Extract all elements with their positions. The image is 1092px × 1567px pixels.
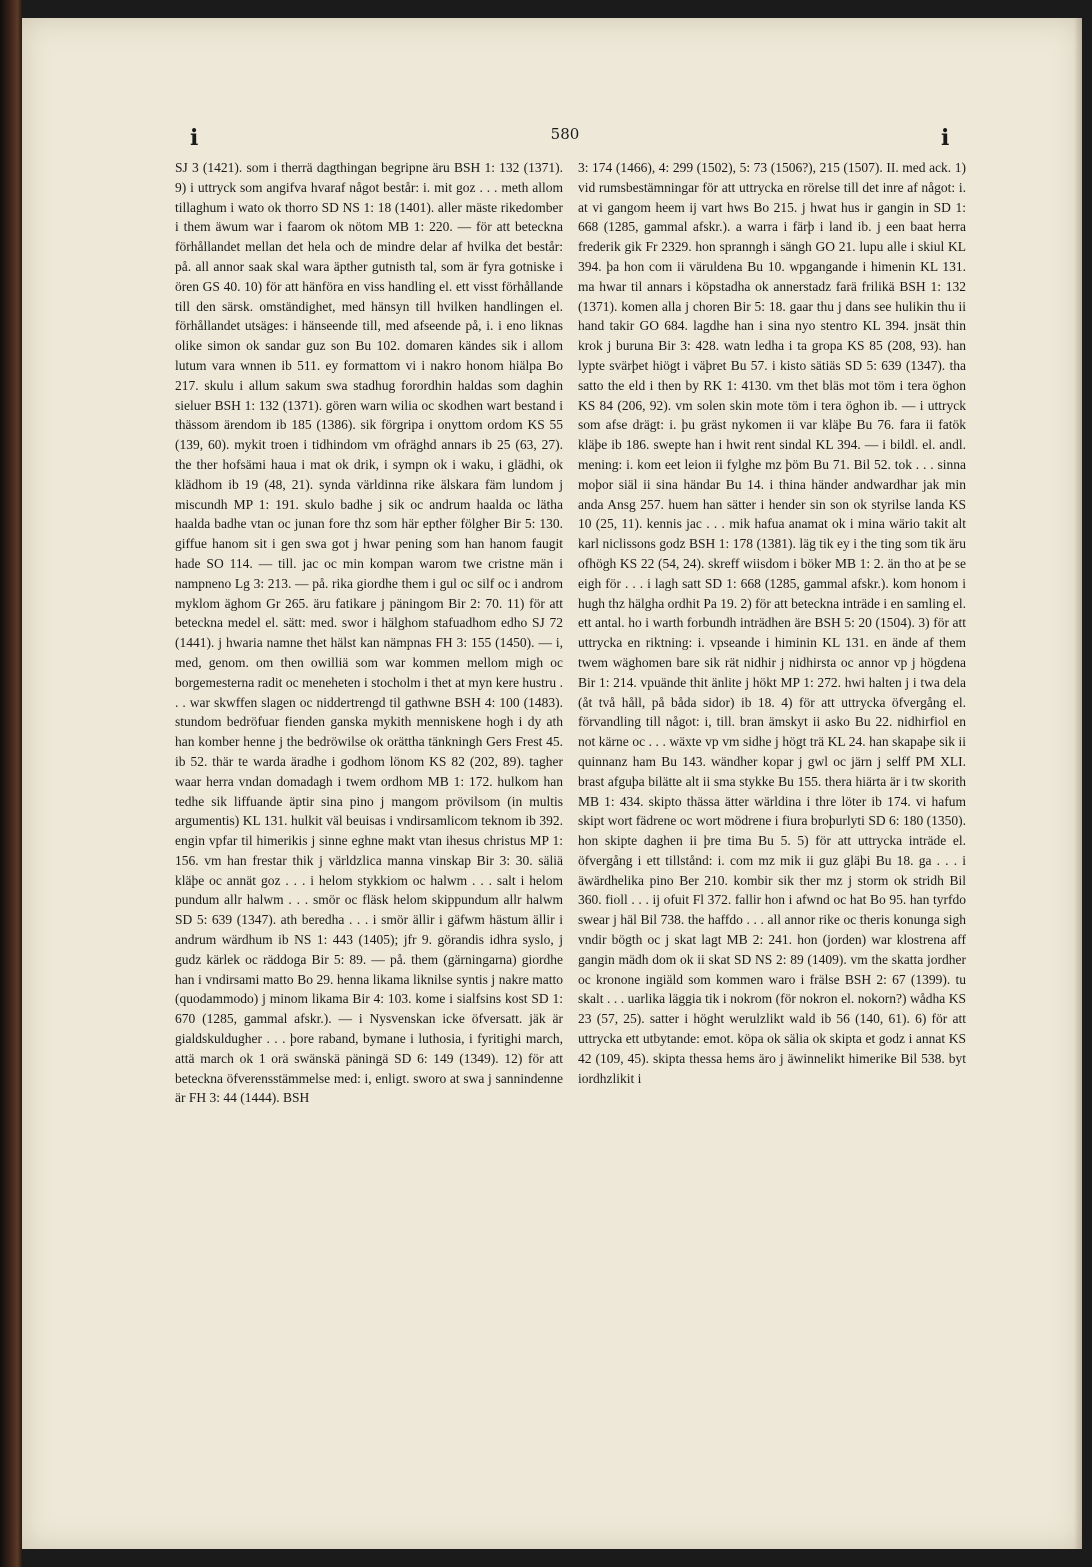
book-spine xyxy=(0,0,22,1567)
right-column xyxy=(578,158,966,1088)
page-edge-shadow xyxy=(1074,18,1082,1549)
running-head-left: i xyxy=(190,125,199,151)
left-column xyxy=(175,158,563,1108)
running-head-right: i xyxy=(941,125,950,151)
page-number: 580 xyxy=(550,125,580,143)
left-column-text: SJ 3 (1421). som i therrä dagthingan begripne äru BSH 1: 132 (1371). 9) i uttryck som angifva hvaraf något består: i. mit goz . . . meth allom tillaghum i wato ok thorro SD NS 1: 18 (1401). aller mäste rikedomber i them äwum war i faarom ok nötom MB 1: 220. — för att beteckna förhållandet mellan det hela och de mindre delar af hvilka det består: på. all annor saak skal wara äpther gutnisth tal, som är fyra gotniske i ören GS 40. 10) för att hänföra en viss handling el. ett visst förhållande till den särsk. omständighet, med hänsyn till hvilken handlingen el. förhållandet utsäges: i hänseende till, med afseende på, i. i eno liknas olike simon ok sandar guz son Bu 102. domaren kändes sik i allom lutum vara wnnen ib 511. ey formattom vi i nakro honom hiälpa Bo 217. skulu i allum sakum swa stadhug forordhin haldas som daghin sieluer BSH 1: 132 (1371). gören warn wilia oc skodhen wart bestand i thässom ärendom ib 185 (1386). sik förgripa i onyttom ordom KS 55 (139, 60). mykit troen i tidhindom vm ofräghd annars ib 25 (63, 27). the ther hofsämi haua i mat ok drik, i sympn ok i waku, i glädhi, ok klädhom ib 19 (48, 21). synda världinna rike älskara fäm lundom j miscundh MP 1: 191. skulo badhe j sik oc andrum haalda oc lätha haalda badhe vtan oc junan fore thz som här epther fölgher Bir 5: 130. giffue hanom sit i gen swa got j hwar pening som han hanom faugit hade SO 114. — till. jac oc min kompan warom twe cristne män i nampneno Lg 3: 213. — på. rika giordhe them i gul oc silf oc i androm myklom äghom Gr 265. äru fatikare j päningom Bir 2: 70. 11) för att beteckna medel el. sätt: med. swor i hälghom stafuadhom edho SJ 72 (1441). j hwaria namne thet hälst kan nämpnas FH 3: 155 (1450). — i, med, genom. om then owilliä som war kommen mellom migh oc borgemesterna radit oc meneheten i stocholm i thet at myn kere hustru . . . war skwffen slagen oc niddertrengd til gathwne BSH 4: 100 (1483). stundom bedröfuar fienden ganska mykith menniskene hogh i dy ath han komber henne j the bedröwilse ok orättha tänkningh Gers Frest 45. ib 52. thär te warda äradhe i godhom lönom KS 82 (202, 89). tagher waar herra vndan domadagh i twem ordhom MB 1: 172. hulkom han tedhe sik liffuande äptir sina pino j mangom prövilsom (in multis argumentis) KL 131. hulkit väl beuisas i vndirsamlicom teknom ib 392. engin vpfar til himerikis j sinne eghne makt vtan ihesus christus MP 1: 156. vm han frestar thik j världzlica manna vinskap Bir 3: 30. säliä kläþe oc annät goz . . . i helom stykkiom oc halwm . . . salt i helom pundum allr halwm . . . smör oc fläsk helom skippundum allr halwm SD 5: 639 (1347). ath beredha . . . i smör ällir i gäfwm hästum ällir i andrum wärdhum ib NS 1: 443 (1405); jfr 9. görandis idhra syslo, j gudz kärlek oc räddoga Bir 5: 89. — på. them (gärningarna) giordhe han i vndirsami matto Bo 29. henna likama liknilse syntis j nakre matto (quodammodo) j minom likama Bir 4: 103. kome i sialfsins kost SD 1: 670 (1285, gammal afskr.). — i Nysvenskan icke öfversatt. jäk är gialdskuldugher . . . þore raband, bymane i luthosia, i fyritighi march, attä march ok 1 orä swänskä päningä SD 6: 149 (1349). 12) för att beteckna öfverensstämmelse med: i, enligt. sworo at swa j sannindenne är FH 3: 44 (1444). BSH xyxy=(175,160,563,1106)
right-column-text: 3: 174 (1466), 4: 299 (1502), 5: 73 (1506?), 215 (1507). II. med ack. 1) vid rumsbestämningar för att uttrycka en rörelse till det inre af något: i. at vi gangom heem ij vart hws Bo 215. j hwat hus ir gangin in SD 1: 668 (1285, gammal afskr.). a warra i färþ i land ib. j een baat herra frederik gik Fr 2329. hon spranngh i sängh GO 21. lupu alle i skiul KL 394. þa hon com ii väruldena Bu 10. wpgangande i himenin KL 131. ma hwar til annars i köpstadha ok annerstadz farä frilikä BSH 1: 132 (1371). komen alla j choren Bir 5: 18. gaar thu j dans see hulikin thu ii hand takir GO 684. lagdhe han i sina nyo stentro KL 394. jnsät thin krok j buruna Bir 3: 428. watn ledha i ta gropa KS 85 (208, 93). han lypte svärþet hiögt i väþret Bu 57. i kisto sätiäs SD 5: 639 (1347). tha satto the eld i then by RK 1: 4130. vm thet bläs mot töm i tera öghon KS 84 (206, 92). vm solen skin mote töm i tera öghon ib. — i uttryck som afse drägt: i. þu gräst nykomen ii var kläþe Bu 76. fara ii fatök kläþe ib 186. swepte han i hwit rent sindal KL 394. — i bildl. el. andl. mening: i. kom eet leion ii fylghe mz þöm Bu 71. Bil 52. tok . . . sinna moþor siäl ii sina händar Bu 14. i thina händer andwardhar jak min anda Ansg 257. huem han sätter i hender sin son ok styrilse landa KS 10 (25, 11). kennis jac . . . mik hafua anamat ok i mina wärio takit alt karl niclissons godz BSH 1: 178 (1381). läg tik ey i the ting som tik äru ofhögh KS 22 (54, 24). skreff wiisdom i böker MB 1: 2. än tho at þe se eigh för . . . i lagh satt SD 1: 668 (1285, gammal afskr.). kom honom i hugh thz hälgha ordhit Pa 19. 2) för att beteckna inträde i en samling el. ett antal. ho i warth forbundh inträdhen äre BSH 5: 20 (1504). 3) för att uttrycka en riktning: i. vpseande i himinin KL 131. en ände af them twem wäghomen bare sik rät nidhir j nidhirsta oc annor vp j högdena Bir 1: 214. vpuände thit änlite j hökt MP 1: 272. hwi halten j i twa dela (åt två håll, på båda sidor) ib 18. 4) för att uttrycka öfvergång el. förvandling till något: i, till. bran ämskyt ii asko Bu 22. nidhirfiol en not kärne oc . . . wäxte vp vm sidhe j högt trä KL 24. han skapaþe sik ii quinnanz ham Bu 143. wändher kopar j gwl oc järn j selff PM XLI. brast afguþa bilätte alt ii sma stykke Bu 155. thera hiärta är i tw skorith MB 1: 434. skipto thässa ätter wärldina i thre löter ib 174. vi hafum skipt wort fädrene oc wort mödrene i fiura broþurlyti SD 6: 180 (1350). hon skipte daghen ii þre tima Bu 5. 5) för att uttrycka inträde el. öfvergång i ett tillstånd: i. com mz mik ii guz gläþi Bu 18. ga . . . i äwärdhelika pino Ber 210. kombir sik ther mz j storm ok stridh Bil 360. fioll . . . ij ofuit Fl 372. fallir hon i afwnd oc hat Bo 95. han tyrfdo swear j häl Bil 738. the haffdo . . . all annor rike oc theris konunga sigh vndir bögth oc j skat lagt MB 2: 241. hon (jorden) war klostrena aff gangin mädh dom ok ii skat SD NS 2: 89 (1409). vm the skatta jordher oc kronone ingiäld som kommen waro i frälse BSH 2: 67 (1399). tu skalt . . . uarlika läggia tik i nokrom (för nokron el. nokorn?) wådha KS 23 (57, 25). satter i höght werulzlikt wald ib 56 (140, 61). 6) för att uttrycka ett utbytande: emot. köpa ok sälia ok skipta et godz i annat KS 42 (109, 45). skipta thessa hems äro j äwinnelikt himerike Bil 538. byt iordhzlikit i xyxy=(578,160,966,1086)
